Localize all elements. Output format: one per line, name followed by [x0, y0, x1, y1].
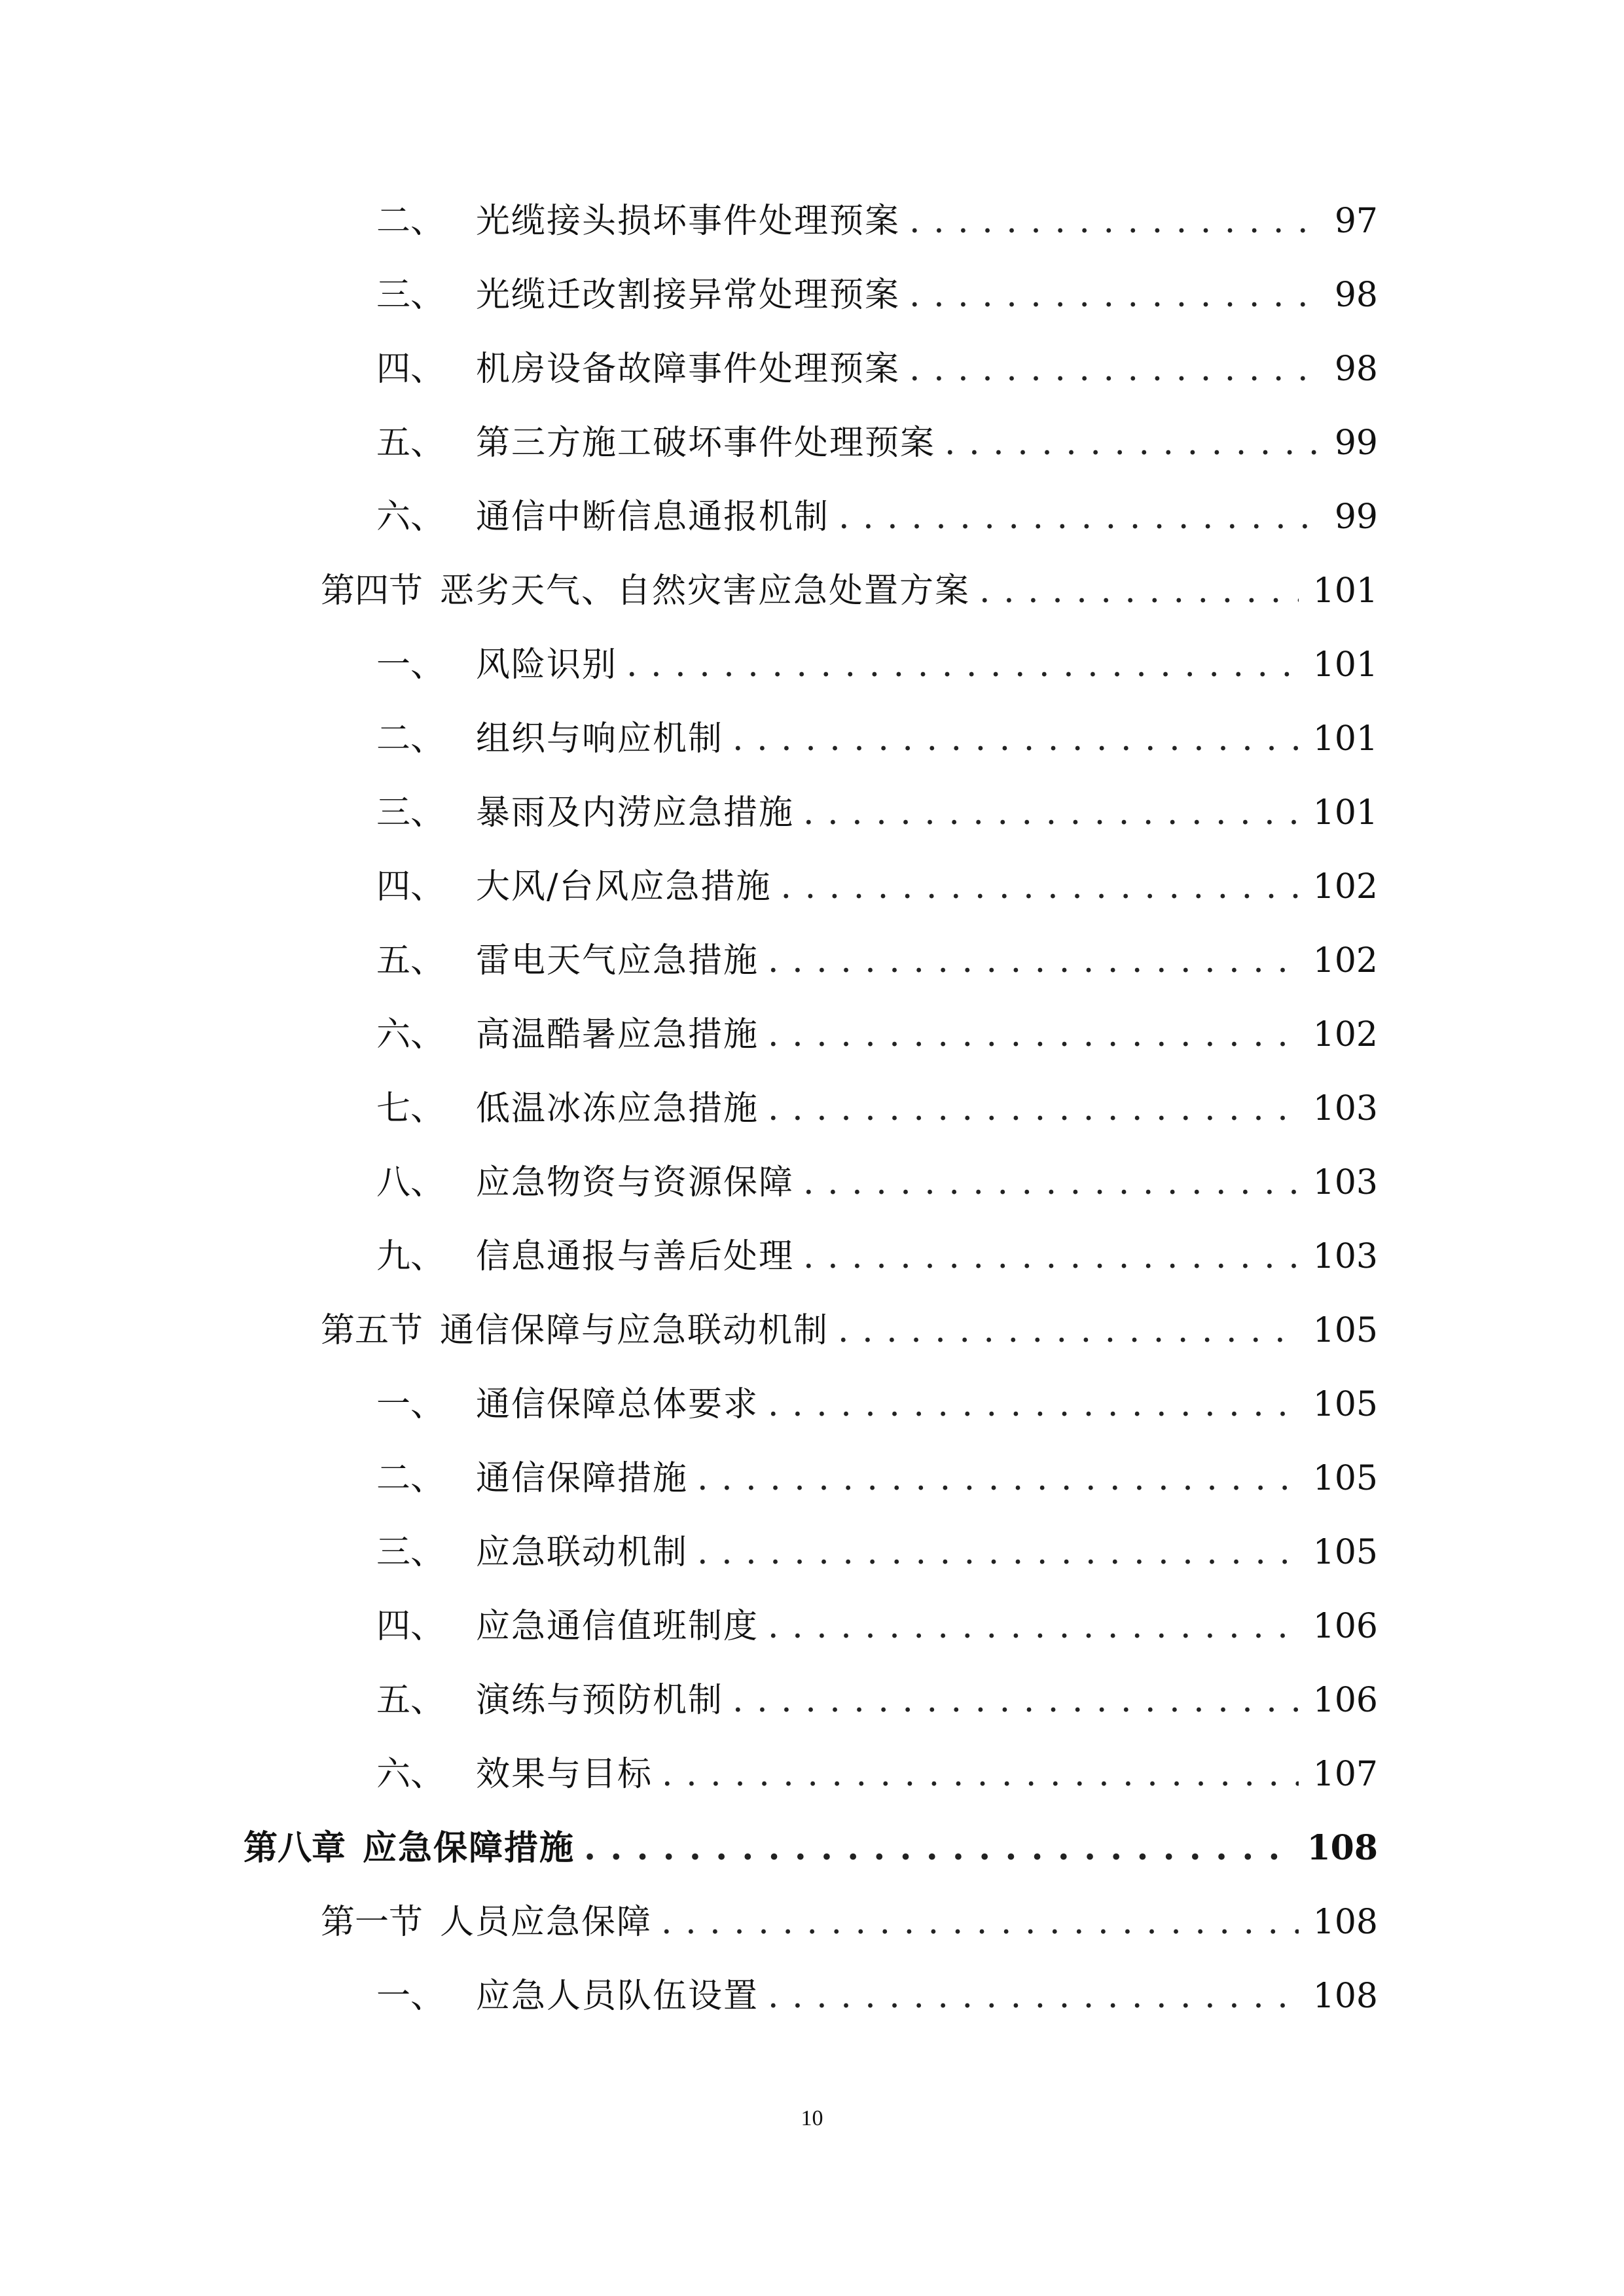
toc-entry-number: 五、: [376, 1681, 445, 1720]
toc-entry-title: 暴雨及内涝应急措施: [476, 793, 795, 833]
toc-leader-dots: [697, 1521, 1299, 1584]
toc-entry-number: 六、: [376, 1755, 445, 1794]
toc-entry-page: 101: [1312, 793, 1378, 833]
toc-entry-title: 高温酷暑应急措施: [476, 1015, 759, 1054]
toc-leader-dots: [909, 264, 1320, 327]
toc-entry[interactable]: [376, 1595, 1378, 1658]
toc-entry-page: 105: [1312, 1533, 1378, 1572]
toc-entry-number: 一、: [376, 645, 445, 685]
toc-entry-title: 信息通报与善后处理: [476, 1237, 795, 1276]
toc-leader-dots: [584, 1817, 1292, 1880]
toc-entry-number: 七、: [376, 1089, 445, 1128]
toc-entry-page: 97: [1334, 202, 1378, 241]
toc-entry[interactable]: [376, 190, 1378, 253]
toc-entry-page: 105: [1312, 1459, 1378, 1498]
toc-entry[interactable]: [376, 1373, 1378, 1436]
toc-entry[interactable]: [376, 781, 1378, 844]
toc-section-entry[interactable]: [321, 560, 1378, 622]
toc-leader-dots: [979, 560, 1299, 622]
toc-leader-dots: [803, 1151, 1299, 1214]
toc-leader-dots: [945, 412, 1320, 475]
toc-entry-page: 106: [1312, 1607, 1378, 1646]
toc-entry[interactable]: [376, 1151, 1378, 1214]
toc-entry-page: 102: [1312, 941, 1378, 980]
toc-entry-page: 101: [1312, 719, 1378, 759]
toc-entry-number: 五、: [376, 941, 445, 980]
toc-entry[interactable]: [376, 1743, 1378, 1806]
toc-entry-page: 98: [1334, 350, 1378, 389]
toc-entry-page: 107: [1312, 1755, 1378, 1794]
toc-entry-page: 103: [1312, 1163, 1378, 1202]
toc-entry-number: 二、: [376, 1459, 445, 1498]
toc-entry-number: 四、: [376, 350, 445, 389]
toc-entry-number: 六、: [376, 1015, 445, 1054]
page-number: 10: [801, 2106, 823, 2130]
toc-entry-title: 演练与预防机制: [476, 1681, 724, 1720]
toc-entry-number: 一、: [376, 1977, 445, 2016]
toc-entry-page: 102: [1312, 867, 1378, 906]
toc-entry[interactable]: [376, 1447, 1378, 1510]
toc-chapter-entry[interactable]: [244, 1817, 1378, 1880]
toc-entry-title: 光缆迁改割接异常处理预案: [476, 276, 901, 315]
toc-entry-number: 二、: [376, 719, 445, 759]
toc-entry-page: 105: [1312, 1385, 1378, 1424]
toc-entry-title: 通信中断信息通报机制: [476, 497, 830, 537]
toc-entry-number: 九、: [376, 1237, 445, 1276]
toc-section-entry[interactable]: [321, 1891, 1378, 1954]
toc-entry-title: 应急联动机制: [476, 1533, 689, 1572]
toc-entry-title: 应急物资与资源保障: [476, 1163, 795, 1202]
toc-entry[interactable]: [376, 1521, 1378, 1584]
toc-entry-number: 三、: [376, 793, 445, 833]
toc-entry[interactable]: [376, 264, 1378, 327]
toc-leader-dots: [803, 781, 1299, 844]
toc-entry-title: 光缆接头损坏事件处理预案: [476, 202, 901, 241]
toc-entry-title: 通信保障措施: [476, 1459, 689, 1498]
toc-entry-page: 99: [1334, 497, 1378, 537]
toc-leader-dots: [662, 1743, 1299, 1806]
toc-entry-page: 98: [1334, 276, 1378, 315]
toc-leader-dots: [768, 1965, 1299, 2028]
toc-entry-page: 99: [1334, 423, 1378, 463]
toc-leader-dots: [768, 1373, 1299, 1436]
toc-entry[interactable]: [376, 1077, 1378, 1140]
toc-entry-page: 103: [1312, 1237, 1378, 1276]
toc-entry-number: 第八章: [244, 1828, 346, 1868]
toc-leader-dots: [768, 1595, 1299, 1658]
toc-entry-title: 应急保障措施: [363, 1828, 575, 1868]
toc-entry[interactable]: [376, 412, 1378, 475]
toc-entry-title: 通信保障总体要求: [476, 1385, 759, 1424]
toc-entry-page: 101: [1312, 645, 1378, 685]
toc-entry-number: 四、: [376, 1607, 445, 1646]
toc-entry-number: 四、: [376, 867, 445, 906]
toc-entry[interactable]: [376, 338, 1378, 401]
toc-entry-number: 第一节: [321, 1903, 424, 1942]
toc-entry-number: 三、: [376, 276, 445, 315]
toc-entry-number: 五、: [376, 423, 445, 463]
toc-entry-number: 三、: [376, 1533, 445, 1572]
toc-entry-number: 第四节: [321, 571, 424, 611]
toc-entry[interactable]: [376, 708, 1378, 770]
toc-entry[interactable]: [376, 855, 1378, 918]
toc-leader-dots: [838, 1299, 1299, 1362]
toc-entry[interactable]: [376, 1965, 1378, 2028]
toc-entry[interactable]: [376, 1003, 1378, 1066]
toc-entry-title: 第三方施工破坏事件处理预案: [476, 423, 936, 463]
toc-entry[interactable]: [376, 634, 1378, 696]
toc-entry-number: 一、: [376, 1385, 445, 1424]
toc-entry-title: 恶劣天气、自然灾害应急处置方案: [440, 571, 971, 611]
toc-entry-title: 低温冰冻应急措施: [476, 1089, 759, 1128]
toc-entry-title: 应急通信值班制度: [476, 1607, 759, 1646]
toc-leader-dots: [781, 855, 1299, 918]
toc-entry-number: 第五节: [321, 1311, 424, 1350]
toc-leader-dots: [768, 1003, 1299, 1066]
toc-entry-number: 八、: [376, 1163, 445, 1202]
toc-entry-page: 106: [1312, 1681, 1378, 1720]
toc-entry-page: 108: [1307, 1828, 1378, 1868]
toc-entry[interactable]: [376, 486, 1378, 548]
toc-entry-title: 风险识别: [476, 645, 618, 685]
toc-entry-page: 108: [1312, 1903, 1378, 1942]
toc-entry-number: 二、: [376, 202, 445, 241]
toc-entry-title: 通信保障与应急联动机制: [440, 1311, 829, 1350]
toc-entry-title: 效果与目标: [476, 1755, 653, 1794]
toc-leader-dots: [626, 634, 1299, 696]
toc-entry[interactable]: [376, 1669, 1378, 1732]
toc-entry-title: 组织与响应机制: [476, 719, 724, 759]
toc-entry-title: 大风/台风应急措施: [476, 867, 772, 906]
toc-entry[interactable]: [376, 1225, 1378, 1288]
toc-leader-dots: [768, 1077, 1299, 1140]
toc-leader-dots: [768, 929, 1299, 992]
toc-entry-page: 102: [1312, 1015, 1378, 1054]
toc-leader-dots: [839, 486, 1320, 548]
toc-leader-dots: [732, 1669, 1299, 1732]
toc-entry-title: 机房设备故障事件处理预案: [476, 350, 901, 389]
toc-entry-page: 108: [1312, 1977, 1378, 2016]
toc-section-entry[interactable]: [321, 1299, 1378, 1362]
toc-leader-dots: [661, 1891, 1299, 1954]
toc-leader-dots: [732, 708, 1299, 770]
toc-leader-dots: [803, 1225, 1299, 1288]
toc-entry-page: 103: [1312, 1089, 1378, 1128]
toc-entry-page: 105: [1312, 1311, 1378, 1350]
toc-leader-dots: [697, 1447, 1299, 1510]
toc-entry-title: 应急人员队伍设置: [476, 1977, 759, 2016]
toc-entry-title: 雷电天气应急措施: [476, 941, 759, 980]
toc-entry[interactable]: [376, 929, 1378, 992]
toc-entry-page: 101: [1312, 571, 1378, 611]
toc-leader-dots: [909, 190, 1320, 253]
toc-entry-number: 六、: [376, 497, 445, 537]
toc-entry-title: 人员应急保障: [440, 1903, 653, 1942]
toc-leader-dots: [909, 338, 1320, 401]
